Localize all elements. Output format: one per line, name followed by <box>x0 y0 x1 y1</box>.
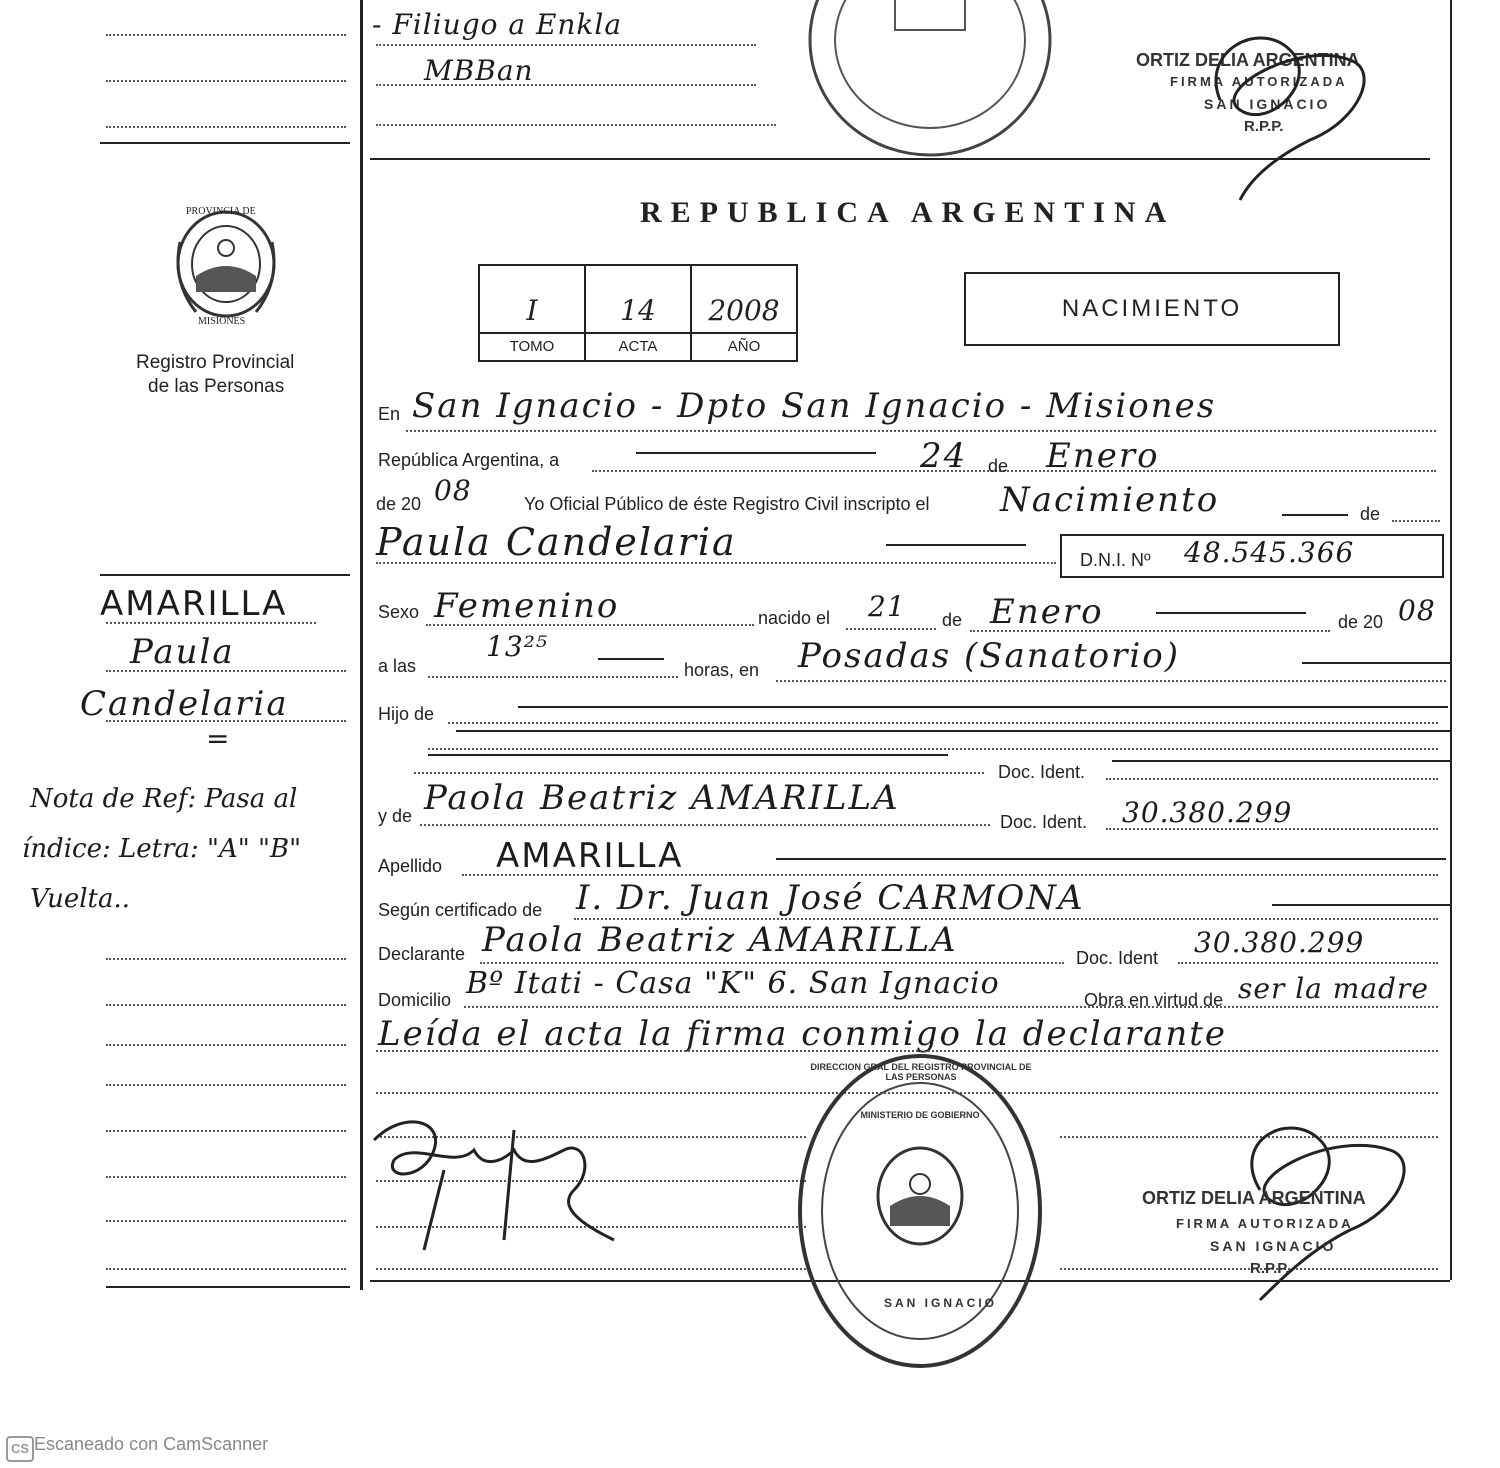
nacido-line <box>846 628 936 630</box>
nacido-label: nacido el <box>758 608 831 628</box>
en-value: San Ignacio - Dpto San Ignacio - Misiones <box>412 386 1217 426</box>
hijo-line <box>448 722 1438 724</box>
obra-value: ser la madre <box>1238 972 1429 1005</box>
dni-value: 48.545.366 <box>1184 536 1355 569</box>
margin-surname: AMARILLA <box>100 584 288 624</box>
registry-round-seal-icon <box>790 1046 1050 1376</box>
margin-note-line3: Vuelta.. <box>30 884 131 914</box>
sexo-label: Sexo <box>378 602 420 622</box>
domicilio-value: Bº Itati - Casa "K" 6. San Ignacio <box>466 966 1000 1001</box>
mes-value: Enero <box>1046 436 1160 476</box>
certificado-value: I. Dr. Juan José CARMONA <box>576 878 1085 918</box>
nac-mes: Enero <box>990 592 1104 632</box>
margin-line-10 <box>106 1220 346 1222</box>
margin-line-9 <box>106 1176 346 1178</box>
madre-value: Paola Beatriz AMARILLA <box>424 778 900 818</box>
declarante-label: Declarante <box>378 944 466 964</box>
certificado-label: Según certificado de <box>378 900 543 920</box>
apellido-value: AMARILLA <box>496 836 684 876</box>
de1-label: de <box>988 456 1009 476</box>
a-las-label: a las <box>378 656 417 676</box>
margin-line-11 <box>106 1268 346 1270</box>
anio-sufijo: 08 <box>434 474 472 507</box>
tomo-value: I <box>526 294 538 327</box>
provincia-seal-icon <box>166 202 286 332</box>
camscanner-watermark: Escaneado con CamScanner <box>34 1434 269 1454</box>
doc-ident-label-2: Doc. Ident. <box>1000 812 1088 832</box>
margin-name1: Paula <box>130 632 235 672</box>
margin-equals: = <box>206 722 231 755</box>
tipo-inscripcion: Nacimiento <box>1000 480 1220 520</box>
domicilio-line <box>464 1006 1438 1008</box>
hijo-line-2 <box>428 748 1438 750</box>
sidebar-divider-2 <box>100 574 350 576</box>
margin-line-8 <box>106 1130 346 1132</box>
declarant-signature-icon <box>364 1110 624 1260</box>
margin-note-line2: índice: Letra: "A" "B" <box>22 834 302 864</box>
tomo-cell <box>480 266 586 360</box>
nombre-dash <box>886 544 1026 546</box>
apellido-label: Apellido <box>378 856 443 876</box>
apellido-dash <box>776 858 1446 860</box>
header-line-1 <box>376 44 756 46</box>
madre-doc-value: 30.380.299 <box>1122 796 1293 829</box>
horas-en-label: horas, en <box>684 660 760 680</box>
nac-dia: 21 <box>868 590 906 623</box>
registry-name-line1: Registro Provincial <box>136 352 295 373</box>
camscanner-icon: CS <box>6 1436 34 1462</box>
bottom-firma-line2: FIRMA AUTORIZADA <box>1176 1216 1354 1231</box>
registro-box <box>478 264 798 362</box>
doc-ident-label-3: Doc. Ident <box>1076 948 1159 968</box>
lugar-dash <box>1302 662 1452 664</box>
sidebar-divider-1 <box>100 142 350 144</box>
oficial-label: Yo Oficial Público de éste Registro Civil inscripto el <box>524 494 930 514</box>
madre-line <box>420 824 990 826</box>
acta-value: 14 <box>620 294 656 327</box>
top-firma-line3: SAN IGNACIO <box>1204 96 1331 112</box>
declarante-doc-line <box>1178 962 1438 964</box>
tipo-dash <box>1282 514 1348 516</box>
padre-doc-line <box>414 772 984 774</box>
acta-label: ACTA <box>586 332 690 360</box>
round-seal-bottom: SAN IGNACIO <box>884 1296 998 1310</box>
de-anio-label: de 20 <box>376 494 422 514</box>
top-firma-line4: R.P.P. <box>1244 118 1284 135</box>
lugar-line <box>776 680 1446 682</box>
margin-line-1 <box>106 622 316 624</box>
margin-name2: Candelaria <box>80 684 289 724</box>
bottom-firma-name: ORTIZ DELIA ARGENTINA <box>1142 1188 1366 1208</box>
declarante-value: Paola Beatriz AMARILLA <box>482 920 958 960</box>
margin-line-7 <box>106 1084 346 1086</box>
republica-line <box>592 470 1436 472</box>
registry-name-line2: de las Personas <box>148 376 285 397</box>
right-border <box>1450 0 1452 1280</box>
y-de-label: y de <box>378 806 413 826</box>
hora-dash <box>598 658 664 660</box>
round-seal-inner: MINISTERIO DE GOBIERNO <box>860 1110 980 1120</box>
blank-line-6 <box>376 1268 806 1270</box>
header-line-3 <box>376 124 776 126</box>
page-title: REPUBLICA ARGENTINA <box>640 196 1176 229</box>
en-label: En <box>378 404 401 424</box>
anio-label: AÑO <box>692 332 796 360</box>
margin-line-6 <box>106 1044 346 1046</box>
hora-line <box>428 676 678 678</box>
de2-line <box>1392 520 1440 522</box>
leida-value: Leída el acta la firma conmigo la declarante <box>378 1014 1228 1054</box>
hijo-label: Hijo de <box>378 704 435 724</box>
nac-mes-dash <box>1156 612 1306 614</box>
anio-value: 2008 <box>708 294 780 327</box>
margin-bottom-line <box>106 1286 350 1288</box>
nombre-line <box>376 562 1056 564</box>
top-firma-line2: FIRMA AUTORIZADA <box>1170 74 1348 89</box>
top-signature-scribble <box>1180 10 1400 210</box>
margin-line-5 <box>106 1004 346 1006</box>
top-round-seal <box>800 0 1060 170</box>
doc-ident-label-1: Doc. Ident. <box>998 762 1086 782</box>
sidebar-top-line-1 <box>106 34 346 36</box>
margin-note-line1: Nota de Ref: Pasa al <box>30 784 298 814</box>
de2-label: de <box>1360 504 1381 524</box>
nac-anio: 08 <box>1398 594 1436 627</box>
de-20-label: de 20 <box>1338 612 1384 632</box>
seal-top-text: PROVINCIA DE <box>186 206 256 217</box>
anio-cell <box>692 266 796 360</box>
dni-label: D.N.I. Nº <box>1080 550 1151 570</box>
top-handwriting-2: MBBan <box>424 54 534 87</box>
bottom-firma-line3: SAN IGNACIO <box>1210 1238 1337 1254</box>
top-handwriting-1: - Filiugo a Enkla <box>372 8 623 41</box>
bottom-firma-line4: R.P.P. <box>1250 1260 1290 1277</box>
dia-value: 24 <box>920 436 968 476</box>
hijo-dash-1 <box>518 706 1448 708</box>
de3-label: de <box>942 610 963 630</box>
center-divider <box>360 0 363 1290</box>
republica-dash <box>636 452 876 454</box>
top-firma-name: ORTIZ DELIA ARGENTINA <box>1136 50 1360 70</box>
sidebar-top-line-3 <box>106 126 346 128</box>
round-seal-text: DIRECCION GRAL DEL REGISTRO PROVINCIAL DE LAS PERSONAS <box>810 1062 1032 1082</box>
hora-value: 13²⁵ <box>486 630 549 663</box>
declarante-doc-value: 30.380.299 <box>1194 926 1365 959</box>
margin-line-4 <box>106 958 346 960</box>
declarante-line <box>480 962 1064 964</box>
acta-type-box: NACIMIENTO <box>964 272 1340 346</box>
domicilio-label: Domicilio <box>378 990 452 1010</box>
tomo-label: TOMO <box>480 332 584 360</box>
certificado-dash <box>1272 904 1450 906</box>
padre-doc-dash <box>1112 760 1452 762</box>
margin-line-2 <box>106 670 346 672</box>
acta-cell <box>586 266 692 360</box>
sidebar-top-line-2 <box>106 80 346 82</box>
nombre-value: Paula Candelaria <box>376 520 737 564</box>
padre-doc-value-line <box>1106 778 1438 780</box>
en-line <box>406 430 1436 432</box>
hijo-dash-2 <box>456 730 1450 732</box>
obra-label: Obra en virtud de <box>1084 990 1224 1010</box>
hijo-dash-3 <box>428 754 948 756</box>
lugar-value: Posadas (Sanatorio) <box>798 636 1180 676</box>
seal-bottom-text: MISIONES <box>198 316 246 327</box>
republica-label: República Argentina, a <box>378 450 560 470</box>
sexo-value: Femenino <box>434 586 620 626</box>
